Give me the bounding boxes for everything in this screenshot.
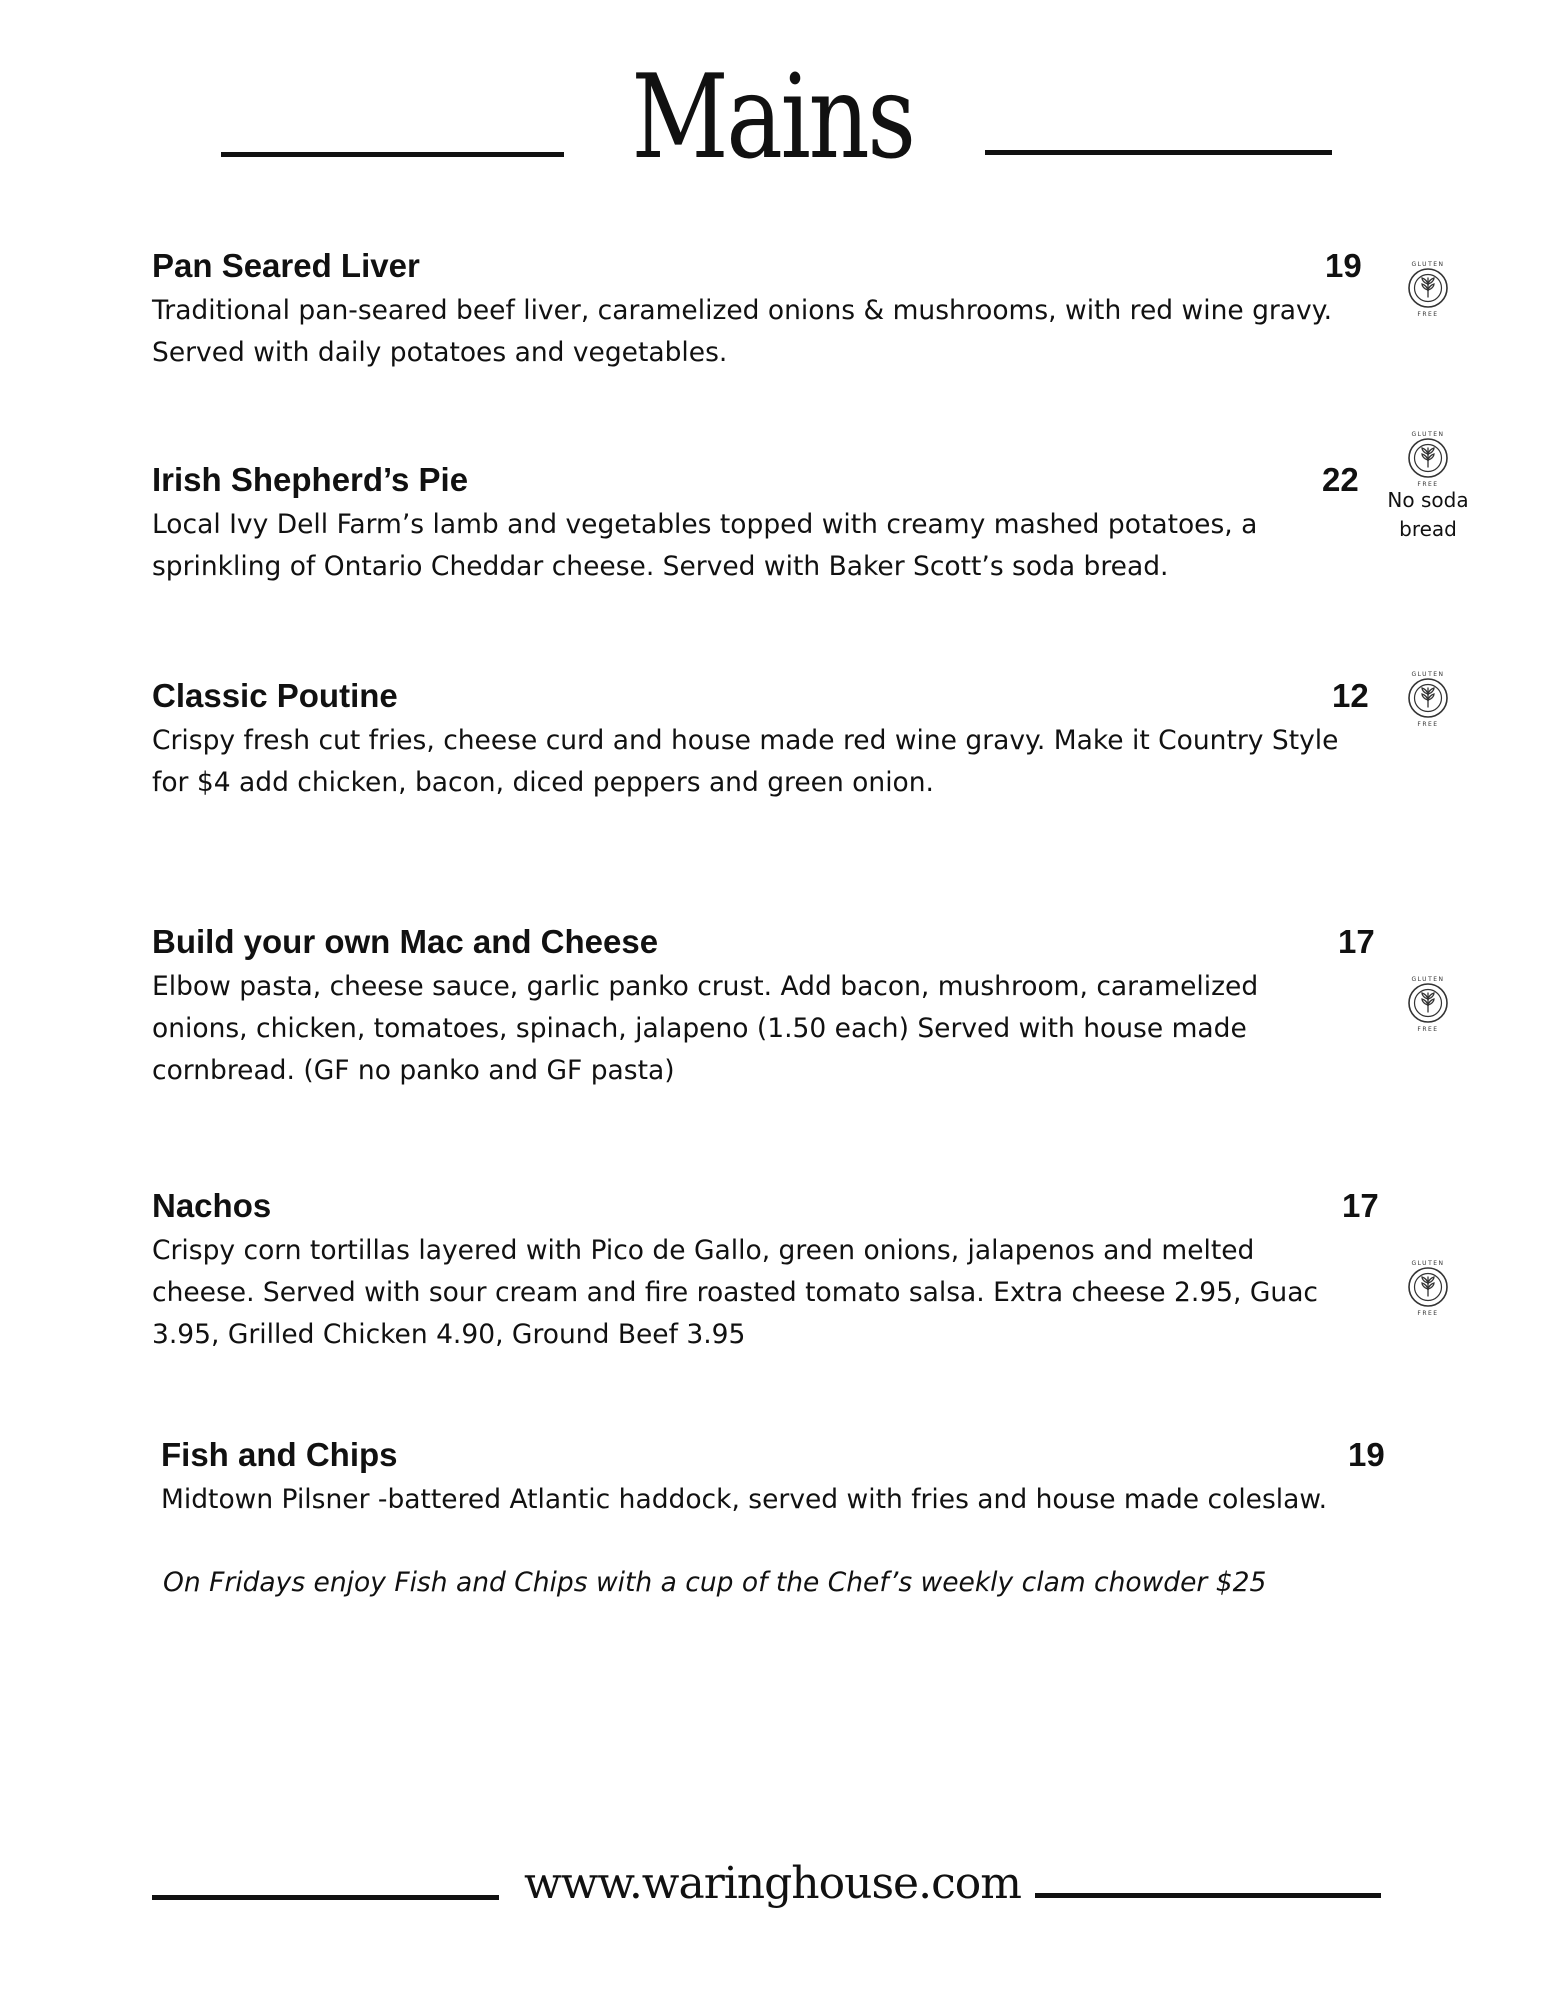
gluten-free-icon — [1409, 431, 1447, 488]
menu-item — [152, 246, 1362, 376]
menu-item — [152, 460, 1362, 590]
item-name: Build your own Mac and Cheese — [152, 923, 659, 960]
gluten-free-badge — [1398, 258, 1458, 318]
item-name: Irish Shepherd’s Pie — [152, 461, 469, 498]
footer-rule-right — [1035, 1893, 1381, 1898]
wheat-icon — [1422, 688, 1434, 707]
menu-item — [152, 676, 1369, 806]
gluten-free-icon — [1409, 671, 1447, 728]
item-price: 19 — [1325, 247, 1362, 284]
gluten-free-icon — [1409, 1260, 1447, 1317]
svg-text:FREE: FREE — [1417, 481, 1439, 488]
item-description: Crispy corn tortillas layered with Pico de Gallo, green onions, jalapenos and melted cheese. Served with sour cream and fire roasted tomato salsa. Extra cheese 2.95, Guac 3.95, Grilled Chicken 4.90, Ground Beef 3.95 — [152, 1235, 1318, 1350]
svg-text:FREE: FREE — [1417, 1310, 1439, 1317]
gf-note-line: No soda — [1387, 488, 1469, 512]
item-price: 17 — [1338, 923, 1375, 960]
wheat-icon — [1422, 1277, 1434, 1296]
svg-text:FREE: FREE — [1417, 311, 1439, 318]
gluten-free-badge — [1398, 428, 1458, 488]
item-description: Traditional pan-seared beef liver, caramelized onions & mushrooms, with red wine gravy. Served with daily potatoes and vegetables. — [152, 295, 1333, 368]
svg-text:GLUTEN: GLUTEN — [1411, 1260, 1445, 1267]
svg-text:FREE: FREE — [1417, 1026, 1439, 1033]
item-name: Pan Seared Liver — [152, 247, 420, 284]
item-price: 17 — [1342, 1187, 1379, 1224]
wheat-icon — [1422, 448, 1434, 467]
menu-item — [161, 1435, 1385, 1530]
gluten-free-badge — [1398, 1257, 1458, 1317]
item-name: Nachos — [152, 1187, 272, 1224]
item-name: Fish and Chips — [161, 1436, 398, 1473]
item-description: Elbow pasta, cheese sauce, garlic panko crust. Add bacon, mushroom, caramelized onions, chicken, tomatoes, spinach, jalapeno (1.50 each) Served with house made cornbread. (GF no panko and GF pasta) — [152, 971, 1259, 1086]
footer-url[interactable]: www.waringhouse.com — [524, 1858, 1021, 1909]
item-description: Local Ivy Dell Farm’s lamb and vegetables topped with creamy mashed potatoes, a sprinkling of Ontario Cheddar cheese. Served with Baker Scott’s soda bread. — [152, 509, 1258, 582]
gluten-free-badge — [1398, 668, 1458, 728]
gluten-free-icon — [1409, 976, 1447, 1033]
item-price: 19 — [1348, 1436, 1385, 1473]
wheat-icon — [1422, 993, 1434, 1012]
gluten-free-badge — [1398, 973, 1458, 1033]
svg-text:GLUTEN: GLUTEN — [1411, 261, 1445, 268]
svg-text:GLUTEN: GLUTEN — [1411, 671, 1445, 678]
svg-text:FREE: FREE — [1417, 721, 1439, 728]
menu-item — [152, 922, 1375, 1097]
item-description: Midtown Pilsner -battered Atlantic haddock, served with fries and house made coleslaw. — [161, 1484, 1328, 1515]
svg-text:GLUTEN: GLUTEN — [1411, 431, 1445, 438]
menu-item — [152, 1186, 1379, 1361]
item-price: 22 — [1322, 461, 1359, 498]
fish-friday-note: On Fridays enjoy Fish and Chips with a cup of the Chef’s weekly clam chowder $25 — [163, 1567, 1267, 1598]
wheat-icon — [1422, 278, 1434, 297]
svg-text:GLUTEN: GLUTEN — [1411, 976, 1445, 983]
gluten-free-icon — [1409, 261, 1447, 318]
gf-note — [1373, 486, 1483, 544]
page-title: Mains — [631, 50, 914, 185]
item-price: 12 — [1332, 677, 1369, 714]
item-name: Classic Poutine — [152, 677, 398, 714]
item-description: Crispy fresh cut fries, cheese curd and house made red wine gravy. Make it Country Style for $4 add chicken, bacon, diced peppers and green onion. — [152, 725, 1339, 798]
gf-note-line: bread — [1399, 517, 1457, 541]
header-rule-right — [985, 150, 1332, 155]
